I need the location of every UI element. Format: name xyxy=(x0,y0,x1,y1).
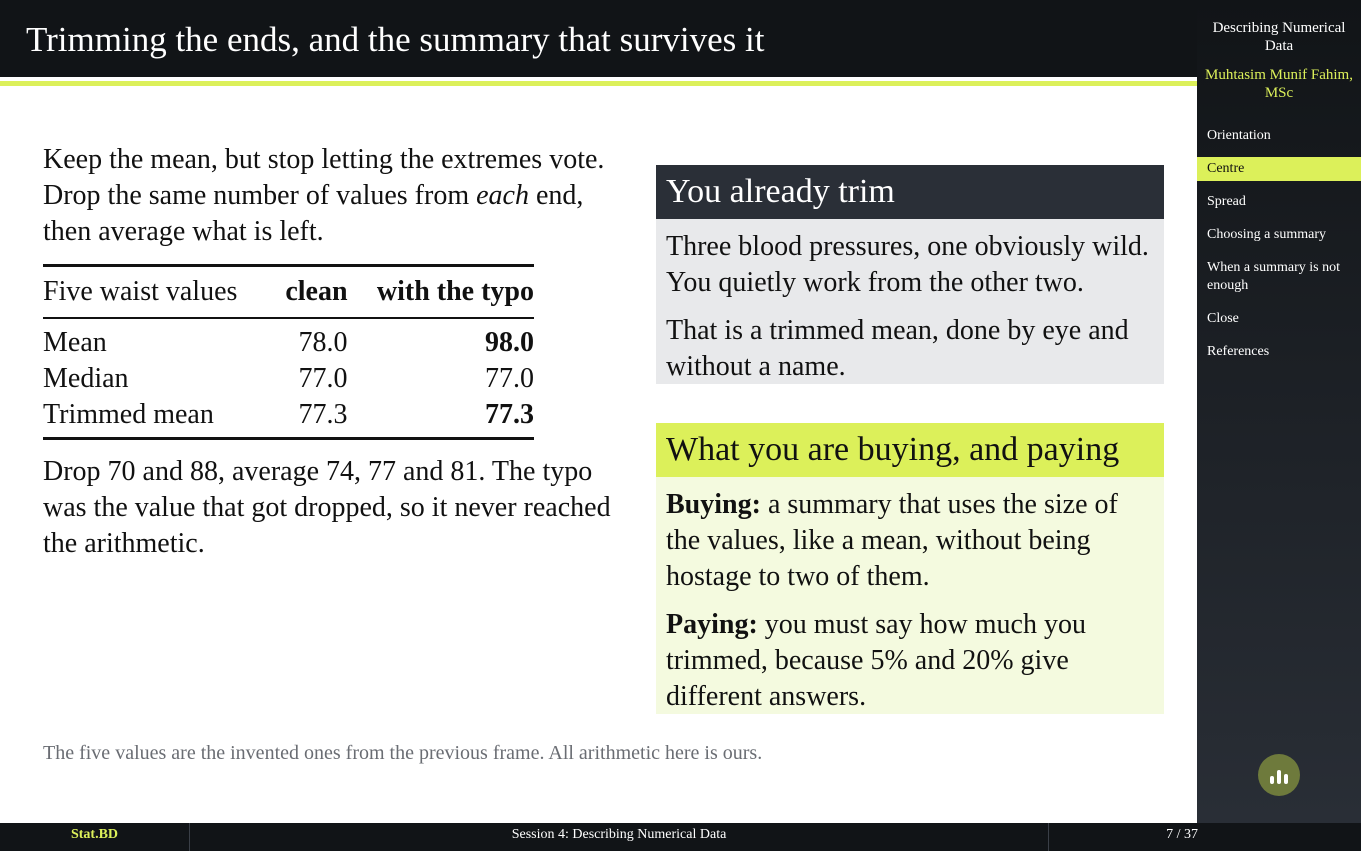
slide-body xyxy=(0,86,1197,823)
column-header: clean xyxy=(285,275,348,307)
box-title: What you are buying, and paying xyxy=(656,423,1164,477)
sidebar-item-spread[interactable]: Spread xyxy=(1207,194,1246,209)
box-paragraph xyxy=(666,487,1154,595)
sidebar xyxy=(1197,0,1361,851)
table-cell: 77.3 xyxy=(485,398,534,430)
slide-title: Trimming the ends, and the summary that survives it xyxy=(26,20,765,59)
table-cell: 78.0 xyxy=(298,326,348,358)
footer-session-title: Session 4: Describing Numerical Data xyxy=(511,827,727,842)
sidebar-item-references[interactable]: References xyxy=(1207,344,1270,359)
sidebar-item-close[interactable]: Close xyxy=(1207,311,1239,326)
paying-text: you must say how much you trimmed, because 5% and 20% give different answers. xyxy=(666,609,1086,712)
box-paragraph: Three blood pressures, one obviously wild. You quietly work from the other two. xyxy=(666,231,1149,298)
footnote: The five values are the invented ones from the previous frame. All arithmetic here is ours. xyxy=(43,742,763,764)
explanation-text: Drop 70 and 88, average 74, 77 and 81. The typo was the value that got dropped, so it never reached the arithmetic. xyxy=(43,456,611,559)
sidebar-item-centre[interactable]: Centre xyxy=(1197,157,1361,181)
buying-text: a summary that uses the size of the values, like a mean, without being hostage to two of them. xyxy=(666,489,1118,592)
sidebar-presentation-title: Describing Numerical Data xyxy=(1212,20,1346,54)
row-label: Trimmed mean xyxy=(43,398,214,430)
footer-page-number: 7 / 37 xyxy=(1048,823,1200,851)
logo-bar xyxy=(1270,776,1274,784)
table-row xyxy=(43,397,534,439)
logo-bar xyxy=(1284,774,1288,784)
sidebar-item-when-a-summary-is-not-enough[interactable]: When a summary is not enough xyxy=(1207,260,1340,293)
footer-brand: Stat.BD xyxy=(0,823,190,851)
intro-text xyxy=(43,142,623,250)
slide-header xyxy=(0,0,1197,77)
table-row xyxy=(43,318,534,361)
table-cell: 98.0 xyxy=(485,326,534,358)
box-body xyxy=(656,477,1164,714)
table-cell: 77.0 xyxy=(485,362,534,394)
box-title: You already trim xyxy=(656,165,1164,219)
paying-label: Paying: xyxy=(666,609,758,640)
intro-text-part: end, then average what is left. xyxy=(43,180,584,247)
buying-paying-box xyxy=(656,423,1164,714)
row-label: Mean xyxy=(43,326,107,358)
box-paragraph xyxy=(666,607,1154,715)
sidebar-nav xyxy=(1197,124,1361,373)
intro-text-part: Keep the mean, but stop letting the extremes vote. Drop the same number of values from xyxy=(43,144,605,211)
box-body xyxy=(656,219,1164,384)
table-row xyxy=(43,361,534,397)
table-header-row xyxy=(43,266,534,318)
bar-chart-logo-icon[interactable] xyxy=(1258,754,1300,796)
logo-bar xyxy=(1277,770,1281,784)
you-already-trim-box xyxy=(656,165,1164,384)
slide-footer xyxy=(0,823,1361,851)
column-header: with the typo xyxy=(376,275,534,307)
sidebar-author: Muhtasim Munif Fahim, MSc xyxy=(1205,67,1353,101)
box-paragraph: That is a trimmed mean, done by eye and without a name. xyxy=(666,315,1129,382)
summary-table xyxy=(43,264,534,440)
column-header: Five waist values xyxy=(43,275,238,307)
sidebar-item-choosing-a-summary[interactable]: Choosing a summary xyxy=(1207,227,1326,242)
table-cell: 77.0 xyxy=(298,362,348,394)
buying-label: Buying: xyxy=(666,489,761,520)
intro-emphasis: each xyxy=(476,180,529,211)
row-label: Median xyxy=(43,362,129,394)
table-cell: 77.3 xyxy=(298,398,348,430)
sidebar-item-orientation[interactable]: Orientation xyxy=(1207,128,1271,143)
